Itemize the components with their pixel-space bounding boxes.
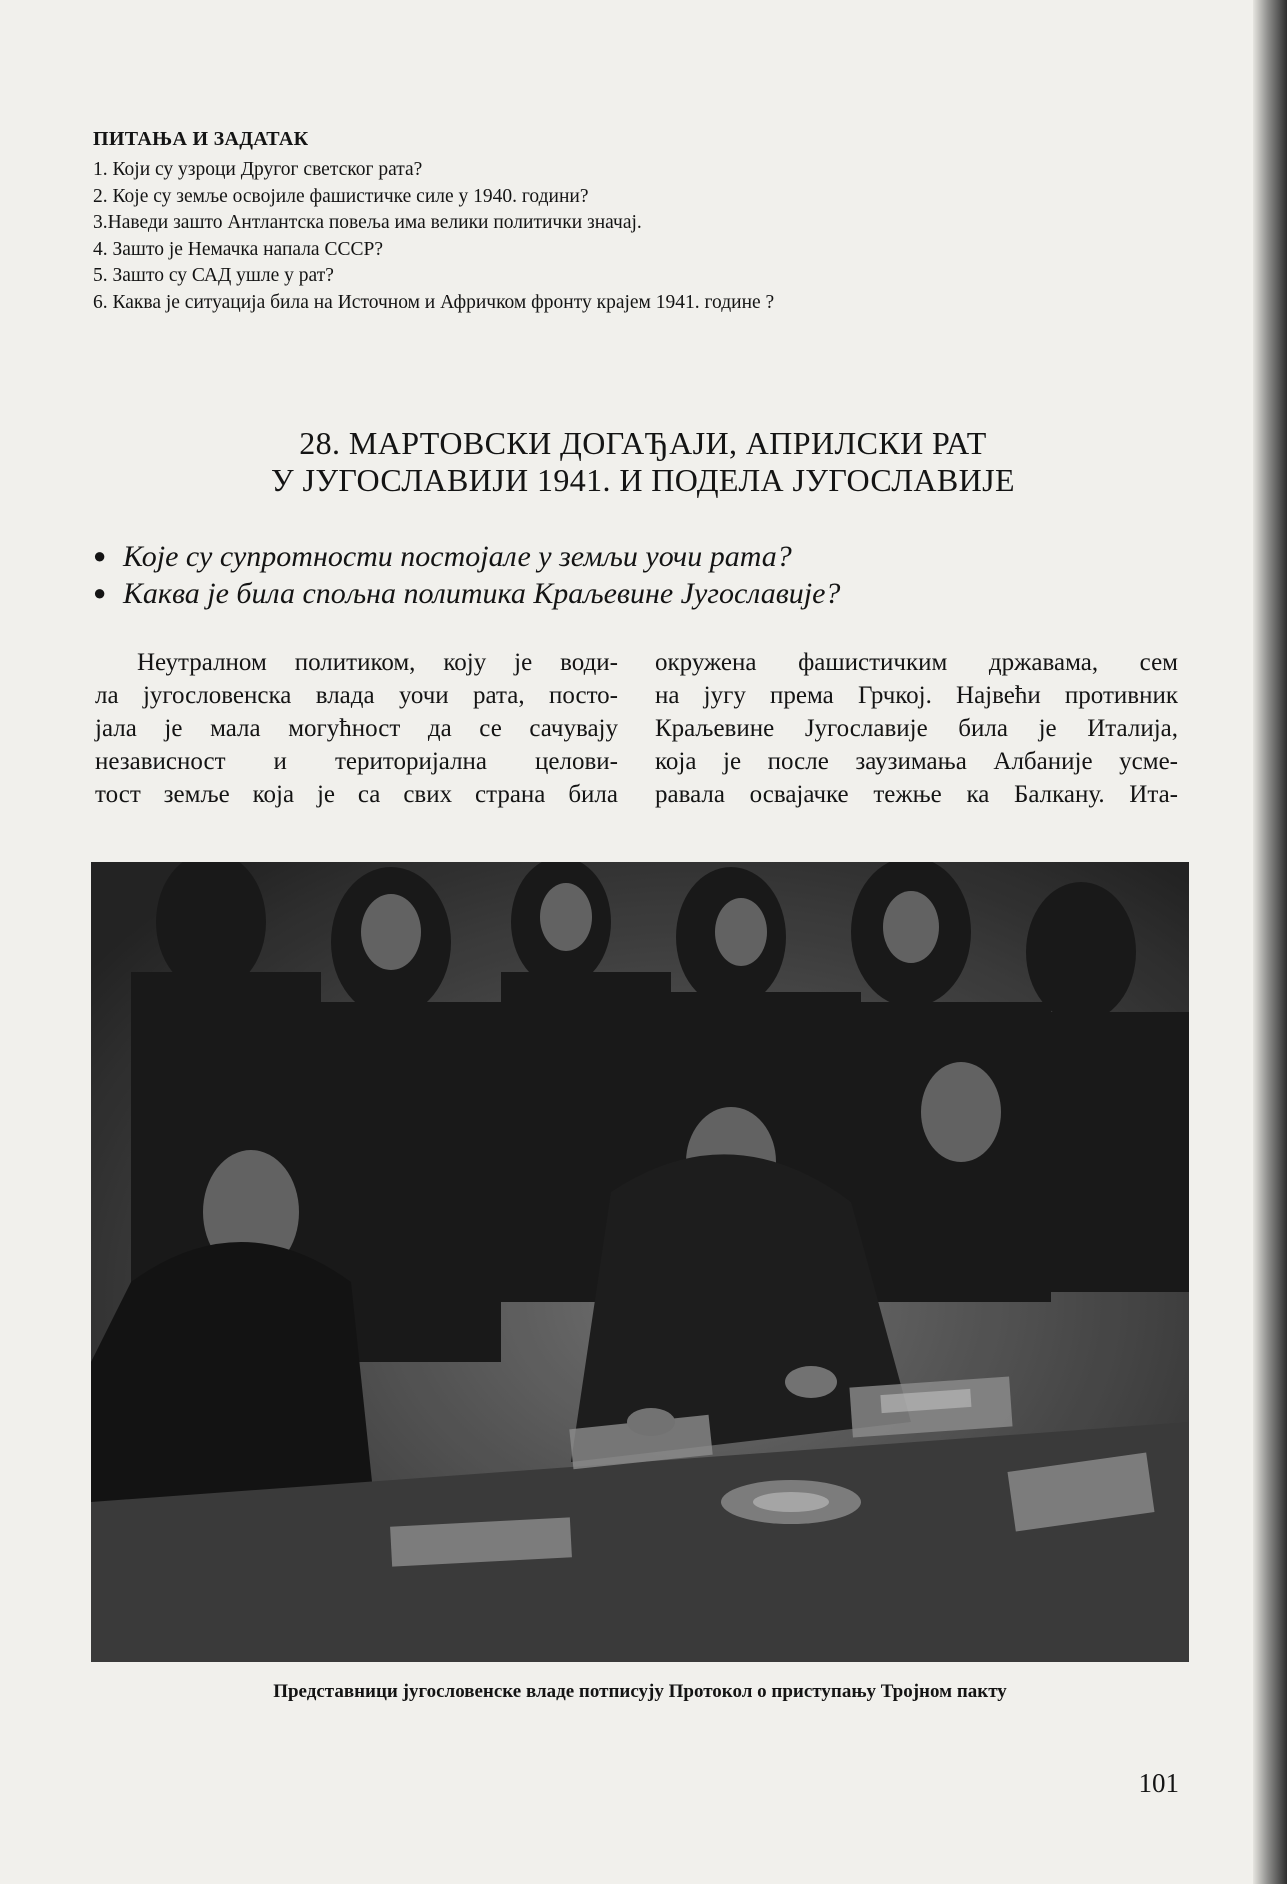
body-line: на југу према Грчкој. Највећи противник: [655, 682, 1178, 709]
questions-heading: ПИТАЊА И ЗАДАТАК: [93, 128, 309, 150]
guide-question-text: Каква је била спољна политика Краљевине Југославије?: [123, 577, 841, 610]
chapter-title: [93, 425, 1193, 499]
body-line: ла југословенска влада уочи рата, посто-: [95, 682, 618, 709]
body-line: независност и територијална целови-: [95, 748, 618, 775]
body-column-left: [95, 646, 618, 811]
question-item: 6. Каква је ситуација била на Источном и Афричком фронту крајем 1941. године ?: [93, 291, 775, 313]
body-line: Неутралном политиком, коју је води-: [137, 649, 618, 676]
bullet-icon: ●: [93, 580, 107, 605]
chapter-title-line-1: 28. МАРТОВСКИ ДОГАЂАЈИ, АПРИЛСКИ РАТ: [299, 425, 987, 461]
question-item: 4. Зашто је Немачка напала СССР?: [93, 238, 383, 260]
chapter-title-line-2: У ЈУГОСЛАВИЈИ 1941. И ПОДЕЛА ЈУГОСЛАВИЈЕ: [271, 462, 1015, 498]
bullet-icon: ●: [93, 543, 107, 568]
guide-questions: [93, 538, 1193, 612]
questions-list: [93, 157, 1013, 316]
question-item: 2. Које су земље освојиле фашистичке силе у 1940. години?: [93, 185, 589, 207]
body-line: окружена фашистичким државама, сем: [655, 649, 1178, 676]
photo-caption: Представници југословенске владе потписују Протокол о приступању Тројном пакту: [273, 1681, 1007, 1702]
guide-question: [93, 538, 1193, 575]
body-line: тост земље која је са свих страна била: [95, 781, 618, 808]
body-line: равала освајачке тежње ка Балкану. Ита-: [655, 781, 1178, 808]
guide-question: [93, 575, 1193, 612]
body-line: јала је мала могућност да се сачувају: [95, 715, 618, 742]
question-item: 1. Који су узроци Другог светског рата?: [93, 159, 423, 180]
body-column-right: [655, 646, 1178, 811]
photo-illustration: [91, 862, 1189, 1662]
body-line: Краљевине Југославије била је Италија,: [655, 715, 1178, 742]
guide-question-text: Које су супротности постојале у земљи уочи рата?: [123, 540, 792, 573]
question-item: 5. Зашто су САД ушле у рат?: [93, 265, 334, 286]
page-edge-shadow: [1253, 0, 1287, 1884]
questions-section: [93, 128, 1013, 316]
historical-photo: [91, 862, 1189, 1662]
question-item: 3.Наведи зашто Антлантска повеља има велики политички значај.: [93, 212, 642, 233]
body-line: која је после заузимања Албаније усме-: [655, 748, 1178, 775]
page-number: 101: [1138, 1768, 1179, 1798]
